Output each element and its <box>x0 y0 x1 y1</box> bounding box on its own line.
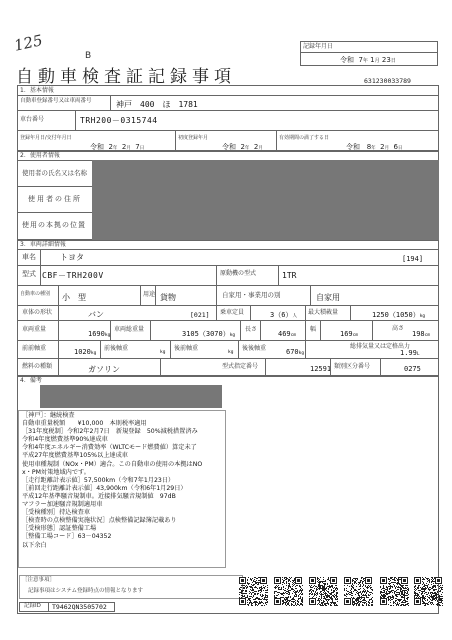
remark-line: ［受検種別］持込検査車 <box>22 509 91 517</box>
remark-line: ［受検形態］認証整備工場 <box>22 525 97 533</box>
chassis-label: 車台番号 <box>20 116 45 123</box>
user-address-label: 使用者の住所 <box>28 195 82 203</box>
qr-code-2 <box>274 577 303 606</box>
gross-weight-value: 3105（3070）kg <box>182 330 236 338</box>
front-rear-axle-label: 前後軸重 <box>104 345 129 352</box>
category-number-value: 0275 <box>404 365 421 373</box>
handwritten-mark: 125 <box>12 31 45 55</box>
body-shape-value: バン <box>88 310 104 319</box>
remark-line: 使用車種規制（NOx・PM）適合。この自動車の使用の本拠はNO <box>22 460 203 468</box>
record-date-value: 令和 7年 1月 23日 <box>340 56 396 64</box>
maker-label: 車名 <box>22 253 36 261</box>
record-date-label: 記録年月日 <box>303 43 334 50</box>
displacement-value: 1.99L <box>400 349 420 357</box>
record-id-label: 記録ID <box>24 603 41 609</box>
engine-value: 1TR <box>282 271 297 280</box>
first-reg-value: 令和 2年 2月 7日 <box>90 143 145 151</box>
fuel-label: 燃料の種類 <box>22 363 53 370</box>
first-year-label: 初度登録年月 <box>178 135 209 141</box>
user-name-label: 使用者の氏名又は名称 <box>22 169 87 177</box>
engine-label: 原動機の型式 <box>220 270 257 277</box>
notice-text: 記録事項はシステム登録時点の情報となります <box>28 588 143 594</box>
type-designation-value: 12591 <box>310 365 332 373</box>
remark-line: ［整備工場コード］63－04352 <box>22 533 112 541</box>
notice-title: ［注意事項］ <box>22 577 56 583</box>
rear-axle-label: 後後軸重 <box>242 345 267 352</box>
max-load-label: 最大積載量 <box>308 309 339 316</box>
private-business-label: 自家用・事業用の別 <box>222 291 281 299</box>
weight-value: 1690kg <box>88 330 111 338</box>
doc-number: 631230033789 <box>364 77 411 85</box>
vehicle-kind-value: 小 型 <box>62 293 86 302</box>
redaction-remarks <box>40 385 222 408</box>
first-year-value: 令和 2年 2月 <box>222 143 263 151</box>
registration-value: 神戸 400 ほ 1781 <box>116 100 198 109</box>
section-vehicle-title: 3．車両詳細情報 <box>20 241 66 248</box>
length-label: 長さ <box>245 326 258 333</box>
base-location-label: 使用の本拠の位置 <box>22 221 86 229</box>
capacity-label: 乗車定員 <box>220 309 245 316</box>
maker-value: トヨタ <box>60 253 84 262</box>
height-value: 198cm <box>412 330 431 338</box>
type-designation-label: 型式指定番号 <box>222 363 259 370</box>
width-value: 169cm <box>340 330 359 338</box>
remark-line: ［前回走行距離計表示値］43,900km（令和6年1月29日） <box>22 484 187 492</box>
weight-label: 車両重量 <box>22 326 47 333</box>
rear-axle-value: 670kg <box>286 348 305 356</box>
vehicle-kind-label: 自動車の種別 <box>20 291 51 297</box>
remark-line: 平成12年基準騒音規制車。近接排気騒音規制値 97dB <box>22 492 176 500</box>
front-rear-axle-unit: kg <box>160 350 166 355</box>
body-shape-label: 車体の形状 <box>22 309 53 316</box>
remarks-list <box>22 412 202 550</box>
model-value: CBF－TRH200V <box>42 271 104 280</box>
capacity-value: 3（6）人 <box>270 311 297 319</box>
rear-front-axle-unit: kg <box>228 350 234 355</box>
gross-weight-label: 車両総重量 <box>114 326 145 333</box>
chassis-value: TRH200－0315744 <box>80 116 158 125</box>
maker-code: [194] <box>402 255 424 263</box>
private-business-value: 自家用 <box>316 293 340 302</box>
registration-label: 自動車登録番号又は車両番号 <box>20 98 92 104</box>
qr-code-5 <box>380 577 409 606</box>
remark-line: x・PM対策地域内です。 <box>22 468 90 476</box>
use-value: 貨物 <box>160 293 176 302</box>
qr-code-6 <box>414 577 443 606</box>
max-load-value: 1250（1050）kg <box>372 311 426 319</box>
remark-line: マフラー加速騒音規制適用車 <box>22 501 103 509</box>
front-axle-label: 前前軸重 <box>22 345 47 352</box>
page-title: 自動車検査証記録事項 <box>16 67 236 87</box>
remark-line: 令和4年度エネルギー消費効率（WLTCモード燃費値）算定未了 <box>22 444 197 452</box>
redaction-user <box>92 160 439 240</box>
use-label: 用途 <box>143 291 156 298</box>
displacement-label: 総排気量又は定格出力 <box>350 343 411 350</box>
height-label: 高さ <box>392 325 405 332</box>
section-remarks-title: 4．備考 <box>20 377 42 384</box>
expiry-label: 有効期間の満了する日 <box>279 135 330 141</box>
length-value: 469cm <box>278 330 297 338</box>
remark-line: ［31年度税制］令和2年2月7日 新規登録 50%減税措置済み <box>22 428 198 436</box>
b-mark: B <box>85 51 92 61</box>
section-basic-title: 1．基本情報 <box>20 87 54 94</box>
remark-line: 令和4年度燃費基準90%達成車 <box>22 436 108 444</box>
section-user-title: 2．使用者情報 <box>20 152 60 159</box>
remark-line: ［神戸］：継続検査 <box>22 412 75 419</box>
qr-code-4 <box>344 577 373 606</box>
remark-line: 自動車重量税額 ¥10,000 本則税率適用 <box>22 420 147 428</box>
front-axle-value: 1020kg <box>74 348 97 356</box>
remark-line: ［走行距離計表示値］57,500km（令和7年1月23日） <box>22 476 175 484</box>
qr-code-3 <box>309 577 338 606</box>
body-shape-code: [021] <box>190 311 210 319</box>
model-label: 型式 <box>22 270 36 278</box>
qr-code-1 <box>239 577 268 606</box>
remark-line: 平成27年度燃費基準105%以上達成車 <box>22 452 128 460</box>
first-reg-label: 登録年月日/交付年月日 <box>20 135 72 141</box>
width-label: 幅 <box>310 326 317 333</box>
expiry-value: 令和 8年 2月 6日 <box>346 143 403 151</box>
fuel-value: ガソリン <box>88 365 120 374</box>
category-number-label: 類別区分番号 <box>334 363 371 370</box>
record-id-value: T9462QN3505702 <box>52 603 107 611</box>
remark-line: 以下余白 <box>22 541 47 549</box>
remark-line: ［検査時の点検整備実施状況］点検整備記録簿記載あり <box>22 517 177 525</box>
rear-front-axle-label: 後前軸重 <box>174 345 199 352</box>
